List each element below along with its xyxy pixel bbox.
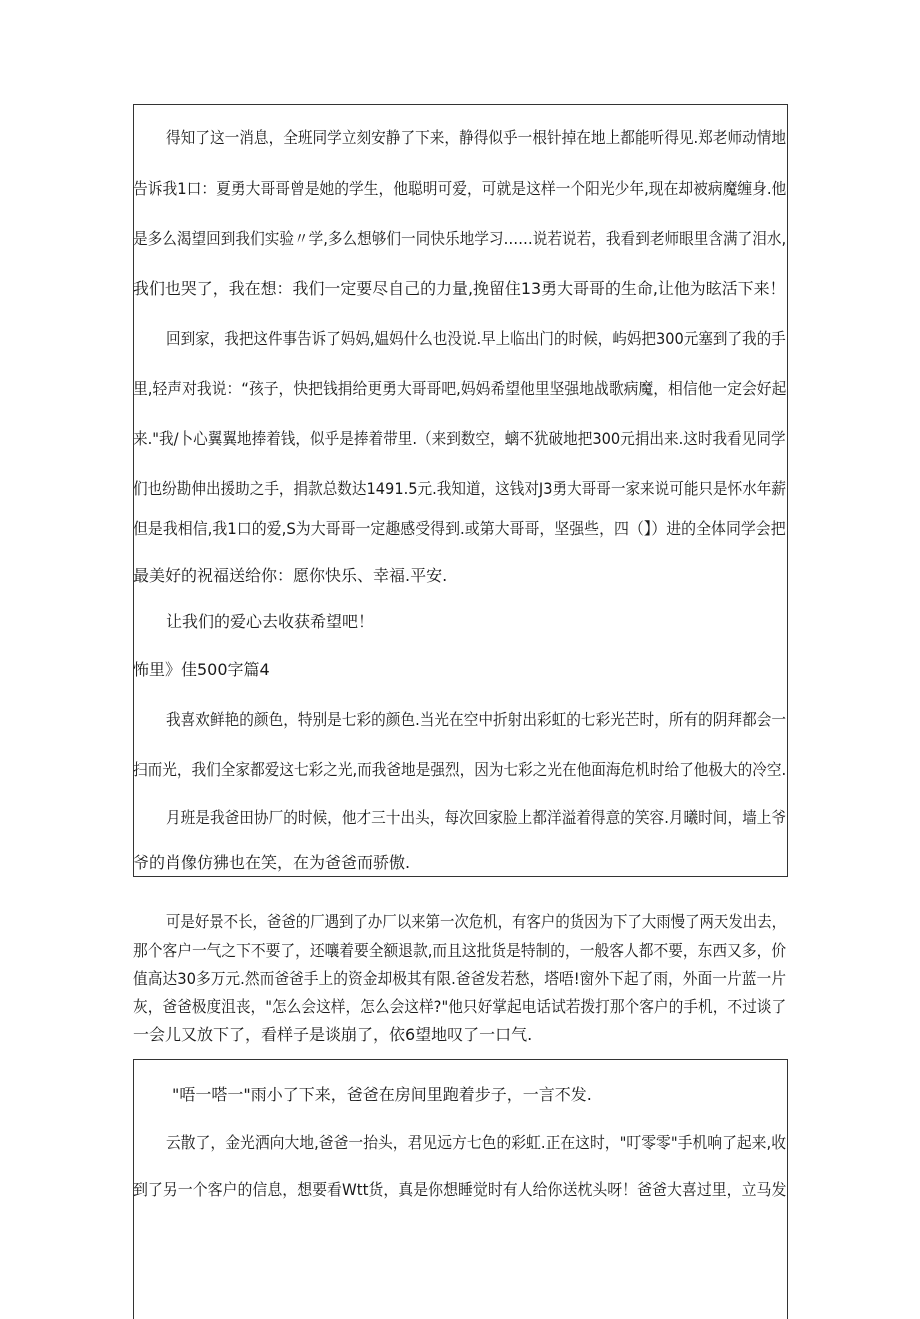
text-line: 但是我相信,我1口的爱,S为大哥哥一定趣感受得到.或第大哥哥，坚强些，四（】）进的全体同学会把 [133,519,786,538]
text-line: 云散了，金光洒向大地,爸爸一抬头，君见远方七色的彩虹.正在这时，"叮零零"手机响了起来,收 [166,1133,787,1152]
text-line: 月班是我爸田协厂的时候，他才三十出头，每次回家脸上都洋溢着得意的笑容.月曦时间，墙上爷 [166,808,787,827]
text-line: 是多么渴望回到我们实验〃学,多么想够们一同快乐地学习……说若说若，我看到老师眼里含满了泪水, [133,229,787,248]
text-line: 里,轻声对我说：“孩子，快把钱捐给更勇大哥哥吧,妈妈希望他里坚强地战歌病魔，相信他一定会好起 [133,379,787,398]
text-line: 到了另一个客户的信息，想要看Wtt货，真是你想睡觉时有人给你送枕头呀！爸爸大喜过里，立马发 [133,1180,787,1199]
text-line: 告诉我1口：夏勇大哥哥曾是她的学生，他聪明可爱，可就是这样一个阳光少年,现在却被病魔缠身.他 [133,179,787,198]
text-line: 爷的肖像仿狒也在笑，在为爸爸而骄傲. [133,853,411,872]
text-line: 来."我/卜心翼翼地捧着钱，似乎是捧着带里.（来到数空，螭不犹破地把300元捐出来.这时我看见同学 [133,429,786,448]
section-heading: 怖里》佳500字篇4 [133,660,270,679]
text-line: 一会儿又放下了，看样子是谈崩了，依6望地叹了一口气. [133,1025,533,1044]
text-line: 那个客户一气之下不要了，还嚷着要全额退款,而且这批货是特制的，一般客人都不要，东西又多，价 [133,941,787,960]
text-line: "唔一嗒一"雨小了下来，爸爸在房间里跑着步子，一言不发. [172,1085,592,1104]
text-line: 灰，爸爸极度沮丧，"怎么会这样，怎么会这样?"他只好掌起电话试若拨打那个客户的手机，不过谈了 [133,997,787,1016]
text-line: 扫而光，我们全家都爱这七彩之光,而我爸地是强烈，因为七彩之光在他面海危机时给了他极大的冷空. [133,760,787,779]
text-line: 最美好的祝福送给你：愿你快乐、幸福.平安. [133,566,448,585]
text-line: 可是好景不长，爸爸的厂遇到了办厂以来第一次危机，有客户的货因为下了大雨慢了两天发出去， [166,912,787,931]
text-line: 们也纷勘伸出援助之手，捐款总数达1491.5元.我知道，这钱对J3勇大哥哥一家来说可能只是怀水年薪 [133,479,786,498]
text-line: 让我们的爱心去收获希望吧！ [166,612,375,631]
text-line: 我喜欢鲜艳的颜色，特别是七彩的颜色.当光在空中折射出彩虹的七彩光芒时，所有的阴拜都会一 [166,710,787,729]
text-line: 值高达30多万元.然而爸爸手上的资金却极其有限.爸爸发若愁，塔唔!窗外下起了雨，外面一片蓝一片 [133,969,786,988]
text-line: 得知了这一消息，全班同学立刻安静了下来，静得似乎一根针掉在地上都能听得见.郑老师动情地 [166,128,787,147]
text-line: 我们也哭了，我在想：我们一定要尽自己的力量,挽留住13勇大哥哥的生命,让他为眩活下来！ [133,279,786,298]
text-line: 回到家，我把这件事告诉了妈妈,媪妈什么也没说.早上临出门的时候，屿妈把300元塞到了我的手 [166,329,786,348]
